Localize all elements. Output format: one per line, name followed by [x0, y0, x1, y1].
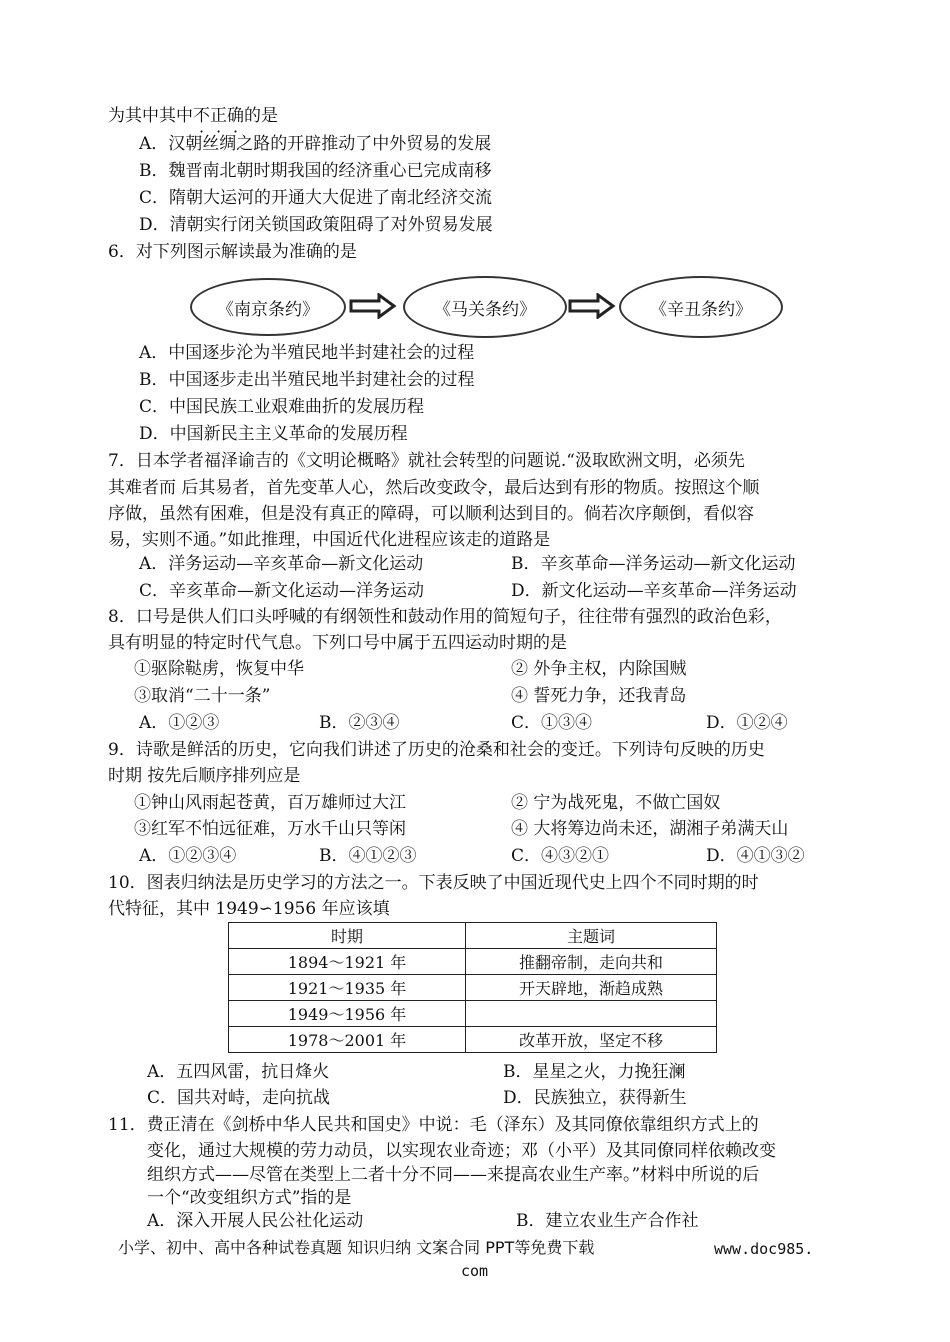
- q9-item-1: ①钟山风雨起苍黄，百万雄师过大江: [134, 793, 406, 813]
- q5-emph-char: 不: [193, 106, 210, 126]
- table-header-cell: 主题词: [466, 923, 717, 949]
- footer-text: 小学、初中、高中各种试卷真题 知识归纳 文案合同 PPT等免费下载: [118, 1238, 595, 1257]
- q9-option-d: D．④①③②: [706, 846, 805, 866]
- q8-line: 具有明显的特定时代气息。下列口号中属于五四运动时期的是: [108, 633, 567, 653]
- table-row: [229, 1001, 717, 1027]
- q5-option-d: D．清朝实行闭关锁国政策阻碍了对外贸易发展: [139, 215, 493, 235]
- q8-item-4: ④ 誓死力争，还我青岛: [511, 686, 687, 706]
- table-row: [229, 949, 717, 975]
- q10-line: 代特征，其中 1949∽1956 年应该填: [108, 899, 390, 919]
- q7-line: 其难者而 后其易者，首先变革人心，然后改变政令，最后达到有形的物质。按照这个顺: [108, 478, 760, 498]
- table-cell: 改革开放，坚定不移: [466, 1027, 717, 1053]
- q5-option-c: C．隋朝大运河的开通大大促进了南北经济交流: [139, 188, 493, 208]
- diagram-node-label: 《辛丑条约》: [650, 299, 752, 320]
- q5-stem-pre: 为其中其中: [108, 106, 193, 126]
- q10-option-c: C．国共对峙，走向抗战: [147, 1088, 331, 1108]
- q7-line: 序做，虽然有困难，但是没有真正的障碍，可以顺利达到目的。倘若次序颠倒，看似容: [108, 504, 754, 524]
- q5-emph-char: 正: [210, 106, 227, 126]
- q8-option-c: C．①③④: [511, 713, 593, 733]
- q9-item-4: ④ 大将筹边尚未还，湖湘子弟满天山: [511, 819, 789, 839]
- footer-url-cont[interactable]: com: [461, 1262, 489, 1280]
- arrow-right-icon: [349, 293, 397, 319]
- table-cell: 1949～1956 年: [229, 1001, 466, 1027]
- q9-option-b: B．④①②③: [319, 846, 417, 866]
- diagram-node-nanjing: [190, 278, 346, 336]
- q11-line: 11．费正清在《剑桥中华人民共和国史》中说：毛（泽东）及其同僚依靠组织方式上的: [108, 1115, 759, 1135]
- q8-item-3: ③取消“二十一条”: [134, 686, 271, 706]
- q6-option-d: D．中国新民主主义革命的发展历程: [139, 424, 408, 444]
- q7-option-c: C．辛亥革命—新文化运动—洋务运动: [139, 581, 425, 601]
- q10-option-a: A．五四风雷，抗日烽火: [147, 1062, 330, 1082]
- diagram-node-xinchou: [619, 276, 783, 338]
- table-cell: 1978～2001 年: [229, 1027, 466, 1053]
- table-row: [229, 1027, 717, 1053]
- table-cell: 1894～1921 年: [229, 949, 466, 975]
- q7-line: 7．日本学者福泽谕吉的《文明论概略》就社会转型的问题说.“汲取欧洲文明，必须先: [108, 451, 745, 471]
- diagram-node-label: 《马关条约》: [434, 299, 536, 320]
- q7-option-a: A．洋务运动—辛亥革命—新文化运动: [139, 554, 424, 574]
- q5-option-b: B．魏晋南北朝时期我国的经济重心已完成南移: [139, 161, 492, 181]
- q10-line: 10．图表归纳法是历史学习的方法之一。下表反映了中国近现代史上四个不同时期的时: [108, 873, 759, 893]
- q9-item-3: ③红军不怕远征难，万水千山只等闲: [134, 819, 406, 839]
- q11-option-b: B．建立农业生产合作社: [516, 1211, 699, 1231]
- q10-option-d: D．民族独立，获得新生: [503, 1088, 687, 1108]
- q11-line: 组织方式——尽管在类型上二者十分不同——来提高农业生产率。”材料中所说的后: [147, 1165, 760, 1185]
- q11-option-a: A．深入开展人民公社化运动: [147, 1211, 364, 1231]
- q9-option-a: A．①②③④: [139, 846, 237, 866]
- q6-option-c: C．中国民族工业艰难曲折的发展历程: [139, 397, 425, 417]
- period-table: [228, 922, 717, 1053]
- q7-option-b: B．辛亥革命—洋务运动—新文化运动: [511, 554, 796, 574]
- q7-option-d: D．新文化运动—辛亥革命—洋务运动: [511, 581, 797, 601]
- q8-line: 8．口号是供人们口头呼喊的有纲领性和鼓动作用的简短句子，往往带有强烈的政治色彩，: [108, 607, 782, 627]
- footer-url[interactable]: www.doc985.: [714, 1240, 814, 1258]
- q5-option-a: A．汉朝丝绸之路的开辟推动了中外贸易的发展: [139, 134, 492, 154]
- q9-option-c: C．④③②①: [511, 846, 610, 866]
- q6-stem: 6．对下列图示解读最为准确的是: [108, 242, 357, 262]
- q11-line: 一个“改变组织方式”指的是: [147, 1188, 352, 1208]
- table-cell-blank: [466, 1001, 717, 1027]
- q9-line: 时期 按先后顺序排列应是: [108, 766, 301, 786]
- table-header-row: [229, 923, 717, 949]
- arrow-right-icon: [568, 293, 616, 319]
- q8-item-1: ①驱除鞑虏，恢复中华: [134, 659, 304, 679]
- diagram-node-label: 《南京条约》: [217, 299, 319, 320]
- q7-line: 易，实则不通。”如此推理，中国近代化进程应该走的道路是: [108, 530, 551, 550]
- q5-stem-post: 的是: [244, 106, 278, 126]
- q6-option-b: B．中国逐步走出半殖民地半封建社会的过程: [139, 370, 475, 390]
- q11-line: 变化，通过大规模的劳力动员，以实现农业奇迹；邓（小平）及其同僚同样依赖改变: [147, 1141, 776, 1161]
- q8-item-2: ② 外争主权，内除国贼: [511, 659, 687, 679]
- table-cell: 开天辟地，渐趋成熟: [466, 975, 717, 1001]
- q6-option-a: A．中国逐步沦为半殖民地半封建社会的过程: [139, 343, 475, 363]
- table-cell: 推翻帝制，走向共和: [466, 949, 717, 975]
- diagram-node-maguan: [403, 276, 567, 338]
- q8-option-d: D．①②④: [706, 713, 788, 733]
- q5-emph-char: 确: [227, 106, 244, 126]
- q9-item-2: ② 宁为战死鬼，不做亡国奴: [511, 793, 721, 813]
- table-cell: 1921～1935 年: [229, 975, 466, 1001]
- q8-option-b: B．②③④: [319, 713, 400, 733]
- q8-option-a: A．①②③: [139, 713, 220, 733]
- table-header-cell: 时期: [229, 923, 466, 949]
- table-row: [229, 975, 717, 1001]
- q10-option-b: B．星星之火，力挽狂澜: [503, 1062, 686, 1082]
- q9-line: 9．诗歌是鲜活的历史，它向我们讲述了历史的沧桑和社会的变迁。下列诗句反映的历史: [108, 740, 765, 760]
- q5-stem: [108, 105, 278, 127]
